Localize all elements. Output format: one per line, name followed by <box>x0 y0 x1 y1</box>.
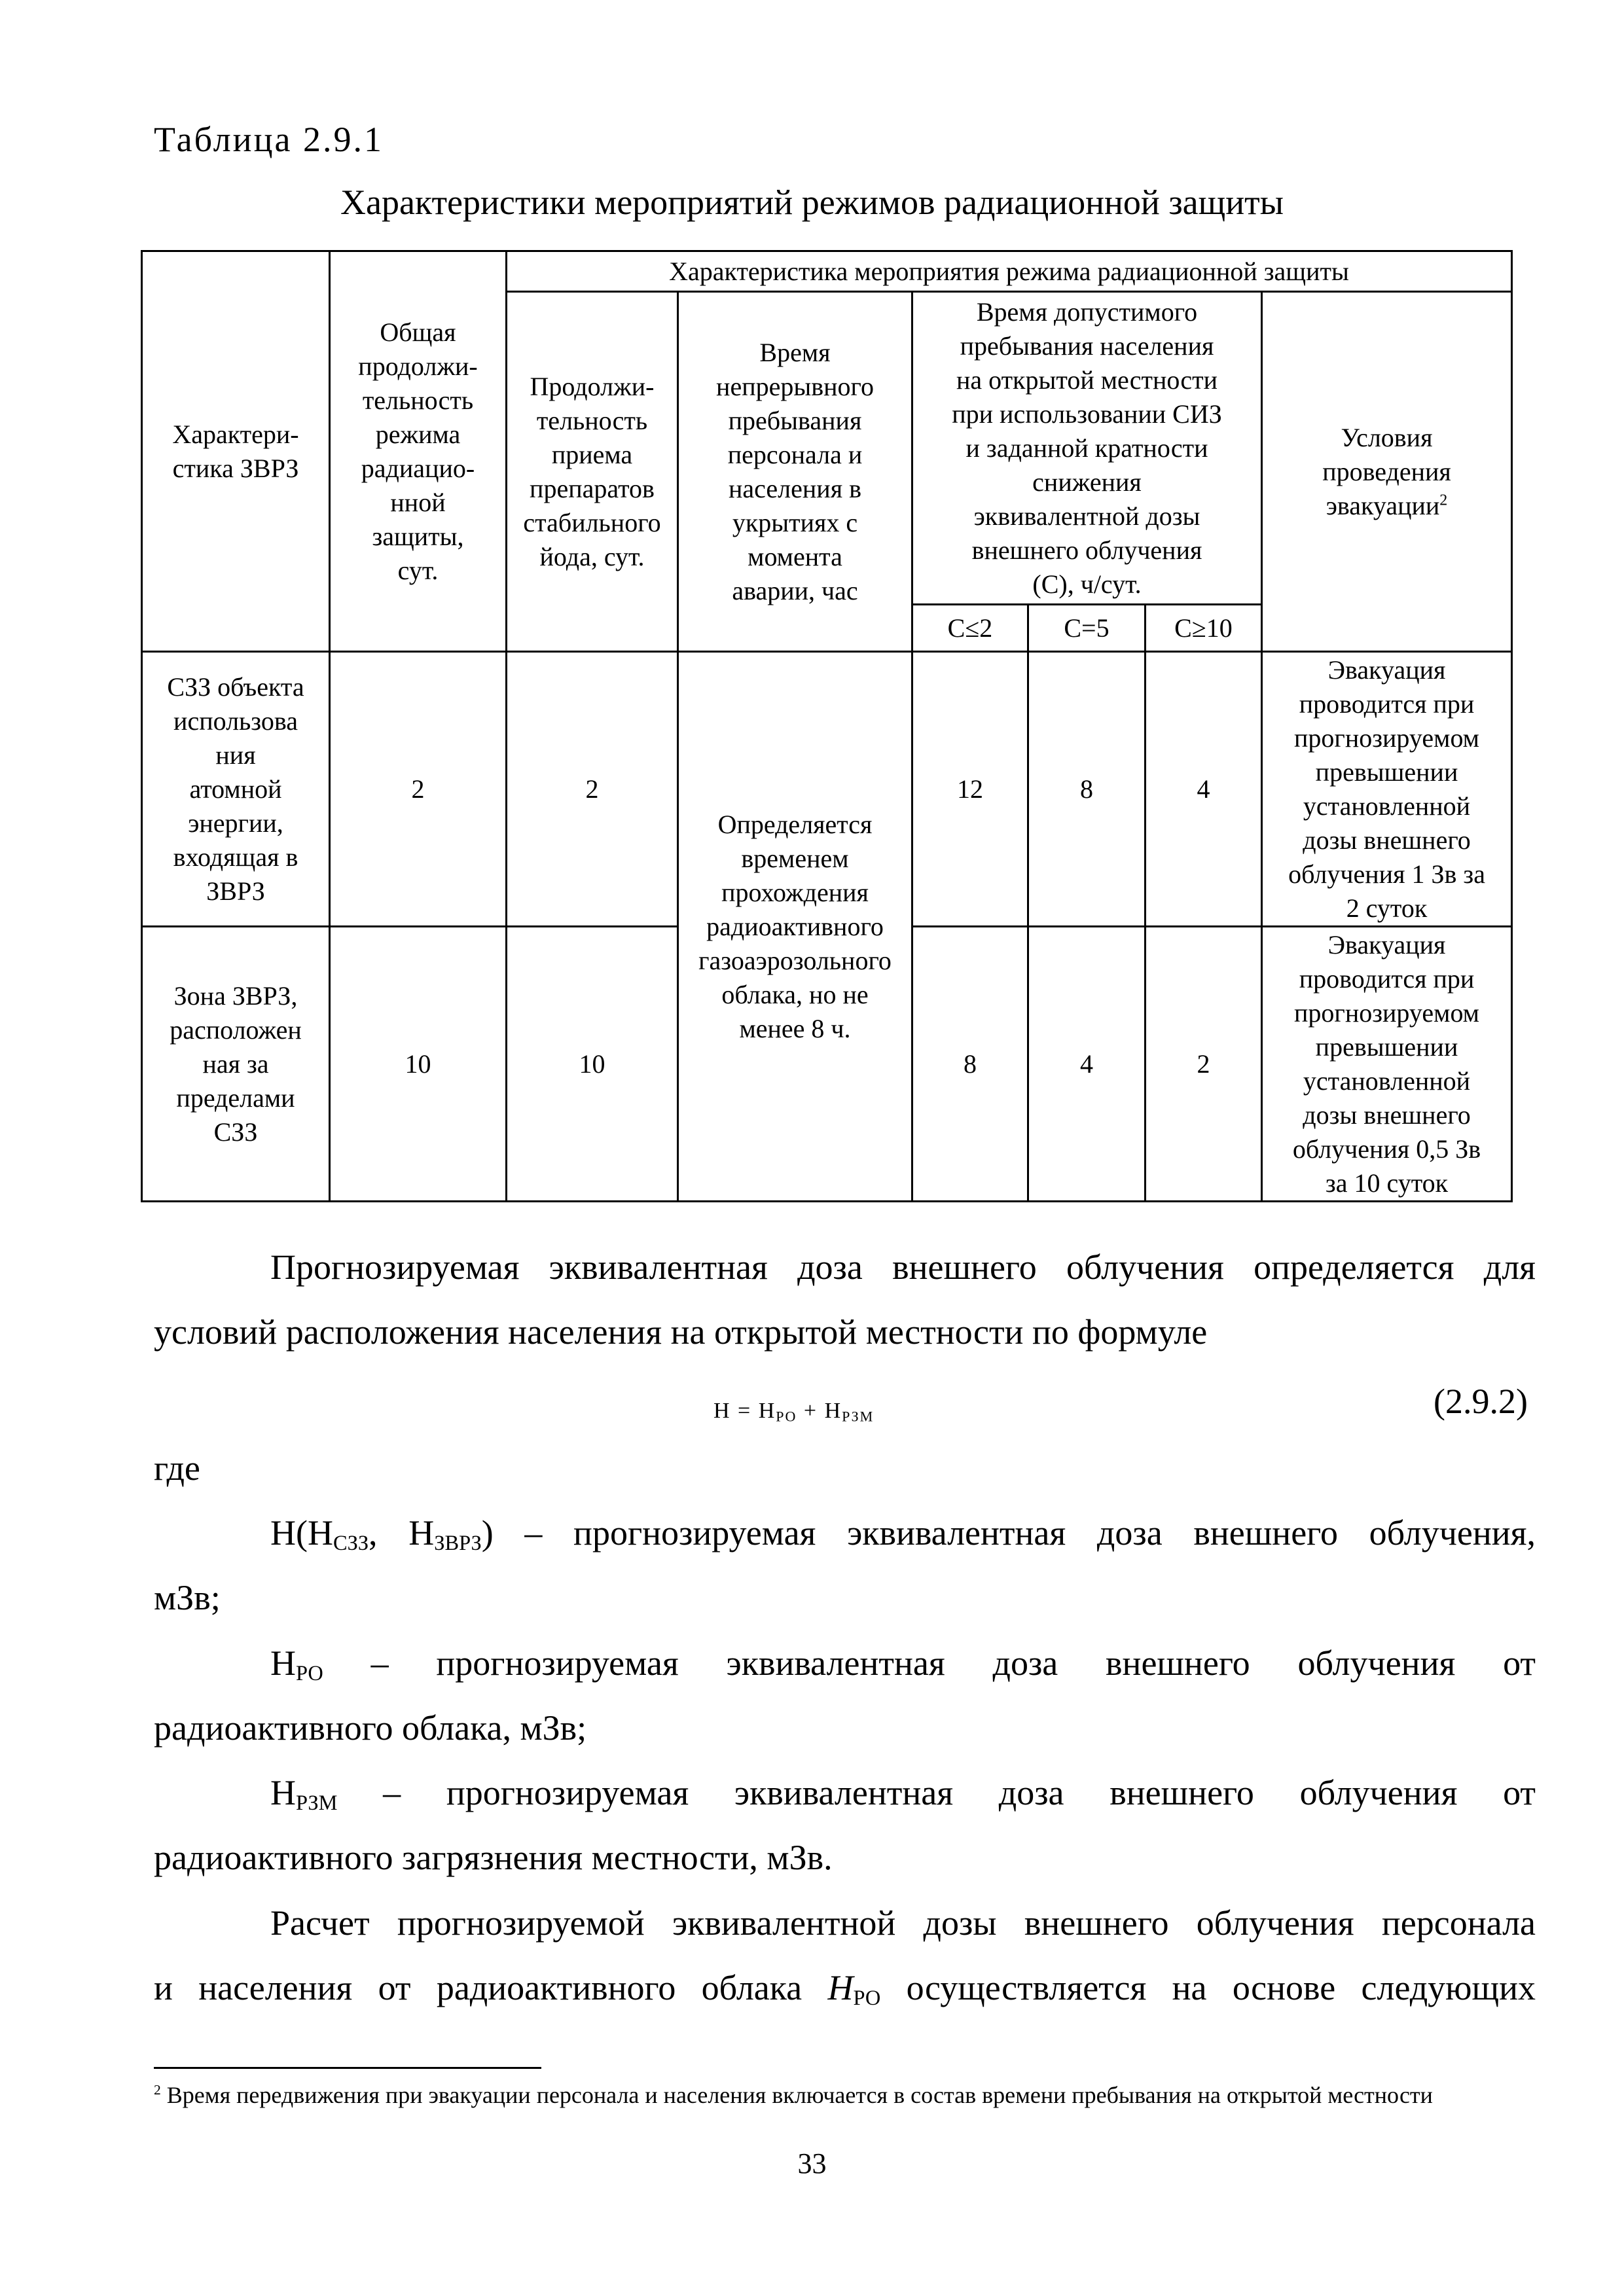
cell-c1: 8 <box>912 927 1028 1202</box>
definition-2-line-1: $H_{РО}$ – прогнозируемая эквивалентная доза внешнего облучения от <box>270 1643 1536 1686</box>
cell-c2: 8 <box>1028 652 1146 927</box>
header-c-le-2: С≤2 <box>912 605 1028 652</box>
header-evacuation-conditions: Условия проведения эвакуации$^2$ <box>1262 292 1512 652</box>
table-label: Таблица 2.9.1 <box>154 120 384 159</box>
header-total-duration: Общая продолжи- тельность режима радиацио- нной защиты, сут. <box>330 251 507 652</box>
header-measure-group: Характеристика мероприятия режима радиационной защиты <box>507 251 1512 292</box>
cell-total: 10 <box>330 927 507 1202</box>
header-shelter-time: Время непрерывного пребывания персонала и населения в укрытиях с момента аварии, час <box>678 292 912 652</box>
footnote-ref: 2 <box>1439 492 1448 509</box>
cell-evacuation: Эвакуация проводится при прогнозируемом превышении установленной дозы внешнего облучения 1 Зв за 2 суток <box>1262 652 1512 927</box>
radiation-protection-table <box>141 250 1513 1202</box>
cell-c2: 4 <box>1028 927 1146 1202</box>
cell-evacuation: Эвакуация проводится при прогнозируемом превышении установленной дозы внешнего облучения 0,5 Зв за 10 суток <box>1262 927 1512 1202</box>
definition-1-line-2: мЗв; <box>154 1578 221 1617</box>
definition-3-line-1: $H_{РЗМ}$ – прогнозируемая эквивалентная доза внешнего облучения от <box>270 1773 1536 1816</box>
cell-zvrz: Зона ЗВРЗ, расположен ная за пределами СЗЗ <box>142 927 330 1202</box>
footnote-separator <box>154 2067 541 2069</box>
definition-1-line-1: $H(H_{СЗЗ}$, $H_{ЗВРЗ}$) – прогнозируемая эквивалентная доза внешнего облучения, <box>270 1513 1536 1556</box>
table-row <box>142 652 1512 927</box>
where-label: где <box>154 1448 200 1488</box>
definition-3-line-2: радиоактивного загрязнения местности, мЗв. <box>154 1838 833 1877</box>
cell-shelter-time: Определяется временем прохождения радиоактивного газоаэрозольного облака, но не менее 8 ч. <box>678 652 912 1202</box>
header-open-area-time: Время допустимого пребывания населения на открытой местности при использовании СИЗ и заданной кратности снижения эквивалентной дозы внешнего облучения (С), ч/сут. <box>912 292 1262 605</box>
formula: $H = H_{PO} + H_{РЗМ}$ <box>713 1399 875 1425</box>
page-number: 33 <box>797 2147 827 2179</box>
header-iodine-duration: Продолжи- тельность приема препаратов стабильного йода, сут. <box>507 292 678 652</box>
cell-c1: 12 <box>912 652 1028 927</box>
cell-c3: 4 <box>1146 652 1262 927</box>
cell-total: 2 <box>330 652 507 927</box>
cell-zvrz: СЗЗ объекта использова ния атомной энергии, входящая в ЗВРЗ <box>142 652 330 927</box>
header-zvrz-characteristic: Характери- стика ЗВРЗ <box>142 251 330 652</box>
paragraph-2-line-1: Расчет прогнозируемой эквивалентной дозы внешнего облучения персонала <box>270 1903 1536 1943</box>
paragraph-1-line-1: Прогнозируемая эквивалентная доза внешнего облучения определяется для <box>270 1247 1536 1287</box>
footnote: $^2$ Время передвижения при эвакуации персонала и населения включается в состав времени пребывания на открытой местности <box>154 2082 1433 2108</box>
table-title: Характеристики мероприятий режимов радиационной защиты <box>340 183 1284 222</box>
cell-c3: 2 <box>1146 927 1262 1202</box>
cell-iodine: 10 <box>507 927 678 1202</box>
definition-2-line-2: радиоактивного облака, мЗв; <box>154 1708 587 1748</box>
header-c-eq-5: С=5 <box>1028 605 1146 652</box>
header-c-ge-10: С≥10 <box>1146 605 1262 652</box>
formula-number: (2.9.2) <box>1434 1382 1528 1421</box>
paragraph-1-line-2: условий расположения населения на открытой местности по формуле <box>154 1312 1208 1352</box>
cell-iodine: 2 <box>507 652 678 927</box>
paragraph-2-line-2: и населения от радиоактивного облака $H_{РО}$ осуществляется на основе следующих <box>154 1968 1536 2011</box>
